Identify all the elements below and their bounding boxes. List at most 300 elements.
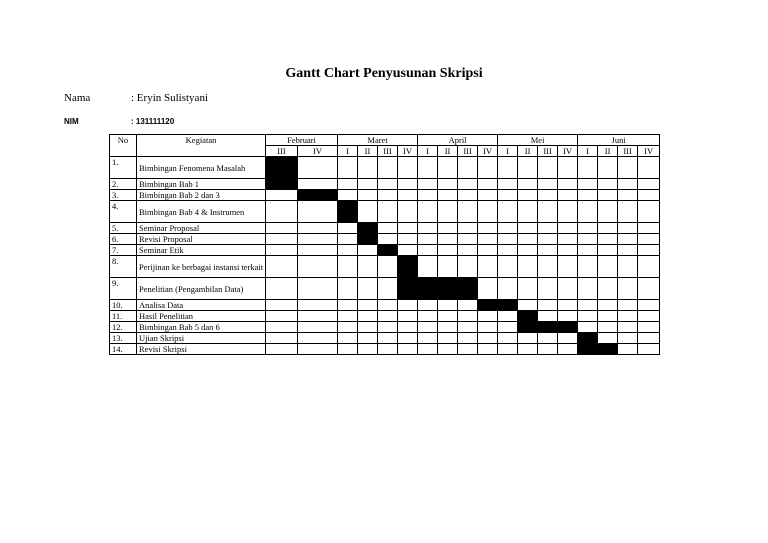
table-row — [110, 311, 660, 322]
gantt-empty-cell — [338, 300, 358, 311]
nim-label: NIM — [64, 117, 79, 126]
gantt-empty-cell — [478, 179, 498, 190]
gantt-empty-cell — [498, 179, 518, 190]
table-row — [110, 157, 660, 179]
gantt-empty-cell — [558, 190, 578, 201]
gantt-empty-cell — [618, 256, 638, 278]
gantt-empty-cell — [438, 311, 458, 322]
table-row — [110, 179, 660, 190]
gantt-empty-cell — [498, 256, 518, 278]
gantt-empty-cell — [398, 157, 418, 179]
gantt-empty-cell — [638, 201, 660, 223]
gantt-empty-cell — [598, 201, 618, 223]
gantt-empty-cell — [638, 256, 660, 278]
week-header: I — [338, 146, 358, 157]
gantt-empty-cell — [618, 322, 638, 333]
week-header: IV — [478, 146, 498, 157]
month-header: Maret — [338, 135, 418, 146]
gantt-empty-cell — [438, 322, 458, 333]
week-header: III — [618, 146, 638, 157]
gantt-empty-cell — [378, 179, 398, 190]
gantt-bar-cell — [578, 333, 598, 344]
gantt-empty-cell — [398, 190, 418, 201]
gantt-empty-cell — [298, 245, 338, 256]
gantt-empty-cell — [358, 179, 378, 190]
task-number: 12. — [110, 322, 137, 333]
gantt-empty-cell — [598, 333, 618, 344]
gantt-empty-cell — [378, 333, 398, 344]
week-header: I — [578, 146, 598, 157]
gantt-bar-cell — [538, 322, 558, 333]
gantt-empty-cell — [478, 190, 498, 201]
week-header: I — [498, 146, 518, 157]
gantt-empty-cell — [418, 300, 438, 311]
gantt-empty-cell — [458, 234, 478, 245]
task-name: Analisa Data — [137, 300, 266, 311]
gantt-empty-cell — [358, 311, 378, 322]
gantt-empty-cell — [618, 245, 638, 256]
gantt-empty-cell — [578, 190, 598, 201]
week-header: II — [518, 146, 538, 157]
gantt-empty-cell — [478, 245, 498, 256]
gantt-empty-cell — [418, 322, 438, 333]
gantt-empty-cell — [298, 322, 338, 333]
gantt-empty-cell — [298, 344, 338, 355]
header-kegiatan: Kegiatan — [137, 135, 266, 157]
gantt-empty-cell — [598, 179, 618, 190]
gantt-empty-cell — [378, 157, 398, 179]
gantt-empty-cell — [578, 179, 598, 190]
gantt-bar-cell — [378, 245, 398, 256]
gantt-bar-cell — [418, 278, 438, 300]
gantt-empty-cell — [518, 333, 538, 344]
gantt-bar-cell — [518, 311, 538, 322]
gantt-empty-cell — [538, 300, 558, 311]
gantt-empty-cell — [298, 278, 338, 300]
gantt-empty-cell — [538, 190, 558, 201]
gantt-empty-cell — [538, 201, 558, 223]
gantt-empty-cell — [438, 190, 458, 201]
table-row — [110, 201, 660, 223]
gantt-empty-cell — [538, 157, 558, 179]
task-number: 11. — [110, 311, 137, 322]
gantt-empty-cell — [418, 311, 438, 322]
gantt-empty-cell — [438, 201, 458, 223]
gantt-empty-cell — [378, 223, 398, 234]
month-header: Februari — [266, 135, 338, 146]
task-number: 10. — [110, 300, 137, 311]
gantt-empty-cell — [338, 322, 358, 333]
gantt-empty-cell — [418, 256, 438, 278]
gantt-empty-cell — [398, 234, 418, 245]
gantt-bar-cell — [578, 344, 598, 355]
gantt-empty-cell — [558, 179, 578, 190]
task-number: 14. — [110, 344, 137, 355]
gantt-empty-cell — [338, 223, 358, 234]
gantt-empty-cell — [338, 311, 358, 322]
gantt-empty-cell — [538, 333, 558, 344]
task-number: 7. — [110, 245, 137, 256]
gantt-empty-cell — [266, 322, 298, 333]
gantt-empty-cell — [638, 245, 660, 256]
gantt-empty-cell — [338, 234, 358, 245]
gantt-empty-cell — [378, 311, 398, 322]
gantt-empty-cell — [498, 344, 518, 355]
gantt-empty-cell — [638, 311, 660, 322]
table-row — [110, 256, 660, 278]
gantt-empty-cell — [338, 245, 358, 256]
gantt-empty-cell — [598, 190, 618, 201]
gantt-empty-cell — [338, 179, 358, 190]
gantt-empty-cell — [478, 223, 498, 234]
gantt-empty-cell — [578, 256, 598, 278]
task-number: 4. — [110, 201, 137, 223]
gantt-empty-cell — [438, 300, 458, 311]
gantt-empty-cell — [358, 300, 378, 311]
month-header: April — [418, 135, 498, 146]
gantt-empty-cell — [498, 311, 518, 322]
gantt-empty-cell — [558, 278, 578, 300]
gantt-empty-cell — [518, 234, 538, 245]
gantt-empty-cell — [418, 179, 438, 190]
week-header: IV — [298, 146, 338, 157]
gantt-empty-cell — [478, 333, 498, 344]
gantt-empty-cell — [378, 256, 398, 278]
gantt-empty-cell — [458, 223, 478, 234]
gantt-empty-cell — [598, 311, 618, 322]
gantt-empty-cell — [618, 300, 638, 311]
gantt-empty-cell — [558, 300, 578, 311]
gantt-empty-cell — [598, 256, 618, 278]
gantt-empty-cell — [438, 157, 458, 179]
gantt-empty-cell — [498, 157, 518, 179]
gantt-empty-cell — [598, 245, 618, 256]
gantt-empty-cell — [298, 256, 338, 278]
gantt-empty-cell — [458, 157, 478, 179]
gantt-empty-cell — [438, 333, 458, 344]
gantt-empty-cell — [558, 245, 578, 256]
task-name: Seminar Proposal — [137, 223, 266, 234]
gantt-empty-cell — [618, 234, 638, 245]
gantt-empty-cell — [298, 201, 338, 223]
gantt-empty-cell — [338, 157, 358, 179]
gantt-empty-cell — [378, 322, 398, 333]
task-name: Revisi Skripsi — [137, 344, 266, 355]
gantt-bar-cell — [558, 322, 578, 333]
gantt-empty-cell — [598, 322, 618, 333]
gantt-bar-cell — [266, 157, 298, 179]
gantt-empty-cell — [438, 344, 458, 355]
gantt-empty-cell — [518, 300, 538, 311]
gantt-empty-cell — [358, 157, 378, 179]
gantt-empty-cell — [618, 179, 638, 190]
gantt-empty-cell — [398, 300, 418, 311]
gantt-empty-cell — [538, 278, 558, 300]
gantt-empty-cell — [298, 311, 338, 322]
task-number: 1. — [110, 157, 137, 179]
gantt-empty-cell — [458, 245, 478, 256]
gantt-empty-cell — [298, 234, 338, 245]
gantt-empty-cell — [558, 223, 578, 234]
gantt-empty-cell — [558, 157, 578, 179]
gantt-empty-cell — [398, 179, 418, 190]
page-title: Gantt Chart Penyusunan Skripsi — [285, 66, 483, 81]
task-number: 6. — [110, 234, 137, 245]
gantt-empty-cell — [558, 234, 578, 245]
task-number: 13. — [110, 333, 137, 344]
gantt-empty-cell — [618, 278, 638, 300]
gantt-empty-cell — [558, 344, 578, 355]
week-header: III — [378, 146, 398, 157]
gantt-empty-cell — [398, 245, 418, 256]
gantt-empty-cell — [358, 278, 378, 300]
gantt-empty-cell — [478, 278, 498, 300]
gantt-empty-cell — [578, 278, 598, 300]
task-name: Bimbingan Fenomena Masalah — [137, 157, 266, 179]
gantt-empty-cell — [518, 179, 538, 190]
gantt-empty-cell — [558, 256, 578, 278]
gantt-empty-cell — [498, 278, 518, 300]
gantt-bar-cell — [358, 234, 378, 245]
gantt-empty-cell — [478, 311, 498, 322]
task-name: Hasil Penelitian — [137, 311, 266, 322]
gantt-empty-cell — [338, 256, 358, 278]
gantt-bar-cell — [358, 223, 378, 234]
gantt-empty-cell — [458, 256, 478, 278]
gantt-empty-cell — [266, 201, 298, 223]
gantt-empty-cell — [398, 223, 418, 234]
table-row — [110, 245, 660, 256]
table-row — [110, 322, 660, 333]
gantt-empty-cell — [418, 157, 438, 179]
gantt-empty-cell — [578, 245, 598, 256]
gantt-empty-cell — [578, 311, 598, 322]
gantt-bar-cell — [598, 344, 618, 355]
gantt-empty-cell — [266, 256, 298, 278]
gantt-empty-cell — [518, 256, 538, 278]
gantt-empty-cell — [438, 179, 458, 190]
gantt-empty-cell — [338, 344, 358, 355]
gantt-empty-cell — [478, 256, 498, 278]
gantt-empty-cell — [418, 245, 438, 256]
gantt-empty-cell — [498, 245, 518, 256]
gantt-empty-cell — [538, 223, 558, 234]
gantt-empty-cell — [418, 344, 438, 355]
gantt-empty-cell — [438, 234, 458, 245]
gantt-empty-cell — [598, 157, 618, 179]
gantt-bar-cell — [398, 278, 418, 300]
gantt-empty-cell — [638, 179, 660, 190]
gantt-bar-cell — [298, 190, 338, 201]
gantt-empty-cell — [378, 190, 398, 201]
gantt-empty-cell — [266, 234, 298, 245]
month-header: Juni — [578, 135, 660, 146]
gantt-empty-cell — [378, 201, 398, 223]
gantt-empty-cell — [478, 344, 498, 355]
gantt-empty-cell — [538, 234, 558, 245]
task-name: Bimbingan Bab 4 & Instrumen — [137, 201, 266, 223]
gantt-empty-cell — [458, 344, 478, 355]
gantt-empty-cell — [458, 300, 478, 311]
gantt-empty-cell — [398, 333, 418, 344]
gantt-bar-cell — [338, 201, 358, 223]
gantt-empty-cell — [298, 300, 338, 311]
gantt-empty-cell — [518, 245, 538, 256]
week-header: III — [266, 146, 298, 157]
gantt-empty-cell — [458, 322, 478, 333]
gantt-empty-cell — [458, 311, 478, 322]
gantt-bar-cell — [266, 179, 298, 190]
week-header: IV — [638, 146, 660, 157]
gantt-empty-cell — [618, 190, 638, 201]
gantt-empty-cell — [578, 223, 598, 234]
gantt-empty-cell — [358, 344, 378, 355]
gantt-empty-cell — [378, 234, 398, 245]
gantt-empty-cell — [358, 333, 378, 344]
table-row — [110, 234, 660, 245]
task-name: Bimbingan Bab 2 dan 3 — [137, 190, 266, 201]
table-row — [110, 300, 660, 311]
gantt-empty-cell — [266, 190, 298, 201]
task-number: 2. — [110, 179, 137, 190]
gantt-empty-cell — [638, 234, 660, 245]
gantt-empty-cell — [618, 344, 638, 355]
gantt-empty-cell — [358, 256, 378, 278]
task-name: Revisi Proposal — [137, 234, 266, 245]
table-row — [110, 333, 660, 344]
gantt-empty-cell — [266, 333, 298, 344]
gantt-empty-cell — [478, 157, 498, 179]
gantt-empty-cell — [418, 234, 438, 245]
gantt-empty-cell — [298, 179, 338, 190]
gantt-empty-cell — [578, 234, 598, 245]
task-name: Perijinan ke berbagai instansi terkait — [137, 256, 266, 278]
gantt-empty-cell — [598, 234, 618, 245]
gantt-empty-cell — [538, 344, 558, 355]
task-name: Penelitian (Pengambilan Data) — [137, 278, 266, 300]
gantt-empty-cell — [498, 333, 518, 344]
gantt-empty-cell — [498, 322, 518, 333]
header-no: No — [110, 135, 137, 157]
gantt-empty-cell — [418, 223, 438, 234]
gantt-empty-cell — [538, 245, 558, 256]
gantt-empty-cell — [398, 322, 418, 333]
gantt-empty-cell — [458, 333, 478, 344]
table-row — [110, 278, 660, 300]
gantt-empty-cell — [638, 190, 660, 201]
gantt-empty-cell — [518, 201, 538, 223]
gantt-bar-cell — [398, 256, 418, 278]
gantt-table — [109, 134, 660, 355]
table-row — [110, 344, 660, 355]
gantt-empty-cell — [638, 322, 660, 333]
gantt-empty-cell — [538, 311, 558, 322]
gantt-empty-cell — [498, 190, 518, 201]
gantt-empty-cell — [618, 311, 638, 322]
table-row — [110, 190, 660, 201]
gantt-empty-cell — [538, 179, 558, 190]
week-header: IV — [558, 146, 578, 157]
nama-label: Nama — [64, 92, 91, 104]
gantt-empty-cell — [298, 333, 338, 344]
gantt-empty-cell — [298, 223, 338, 234]
week-header: IV — [398, 146, 418, 157]
task-name: Seminar Etik — [137, 245, 266, 256]
gantt-empty-cell — [578, 201, 598, 223]
gantt-empty-cell — [398, 201, 418, 223]
gantt-empty-cell — [498, 223, 518, 234]
gantt-empty-cell — [418, 201, 438, 223]
gantt-empty-cell — [598, 278, 618, 300]
gantt-bar-cell — [478, 300, 498, 311]
gantt-empty-cell — [518, 157, 538, 179]
gantt-empty-cell — [578, 300, 598, 311]
gantt-empty-cell — [458, 179, 478, 190]
gantt-empty-cell — [558, 333, 578, 344]
gantt-empty-cell — [598, 223, 618, 234]
task-number: 9. — [110, 278, 137, 300]
gantt-empty-cell — [358, 245, 378, 256]
gantt-empty-cell — [266, 344, 298, 355]
gantt-empty-cell — [498, 201, 518, 223]
gantt-empty-cell — [618, 157, 638, 179]
gantt-empty-cell — [478, 322, 498, 333]
task-name: Bimbingan Bab 5 dan 6 — [137, 322, 266, 333]
gantt-bar-cell — [438, 278, 458, 300]
gantt-empty-cell — [478, 201, 498, 223]
week-header: II — [598, 146, 618, 157]
gantt-empty-cell — [638, 223, 660, 234]
week-header: I — [418, 146, 438, 157]
gantt-empty-cell — [638, 300, 660, 311]
nim-value: : 131111120 — [131, 117, 175, 126]
gantt-empty-cell — [458, 201, 478, 223]
gantt-empty-cell — [478, 234, 498, 245]
gantt-empty-cell — [358, 201, 378, 223]
gantt-empty-cell — [518, 223, 538, 234]
gantt-empty-cell — [638, 278, 660, 300]
task-number: 8. — [110, 256, 137, 278]
gantt-empty-cell — [578, 322, 598, 333]
gantt-empty-cell — [398, 344, 418, 355]
gantt-empty-cell — [398, 311, 418, 322]
week-header: III — [538, 146, 558, 157]
gantt-empty-cell — [618, 223, 638, 234]
gantt-empty-cell — [266, 278, 298, 300]
gantt-empty-cell — [598, 300, 618, 311]
gantt-empty-cell — [578, 157, 598, 179]
gantt-empty-cell — [358, 190, 378, 201]
gantt-empty-cell — [638, 157, 660, 179]
week-header: II — [358, 146, 378, 157]
gantt-empty-cell — [338, 278, 358, 300]
task-number: 5. — [110, 223, 137, 234]
gantt-empty-cell — [518, 278, 538, 300]
table-row — [110, 223, 660, 234]
gantt-empty-cell — [266, 223, 298, 234]
week-header: II — [438, 146, 458, 157]
task-name: Bimbingan Bab 1 — [137, 179, 266, 190]
gantt-empty-cell — [618, 333, 638, 344]
nama-value: : Eryin Sulistyani — [131, 92, 208, 104]
gantt-empty-cell — [266, 300, 298, 311]
gantt-empty-cell — [358, 322, 378, 333]
gantt-empty-cell — [518, 344, 538, 355]
gantt-empty-cell — [438, 245, 458, 256]
gantt-bar-cell — [518, 322, 538, 333]
task-number: 3. — [110, 190, 137, 201]
gantt-empty-cell — [378, 344, 398, 355]
